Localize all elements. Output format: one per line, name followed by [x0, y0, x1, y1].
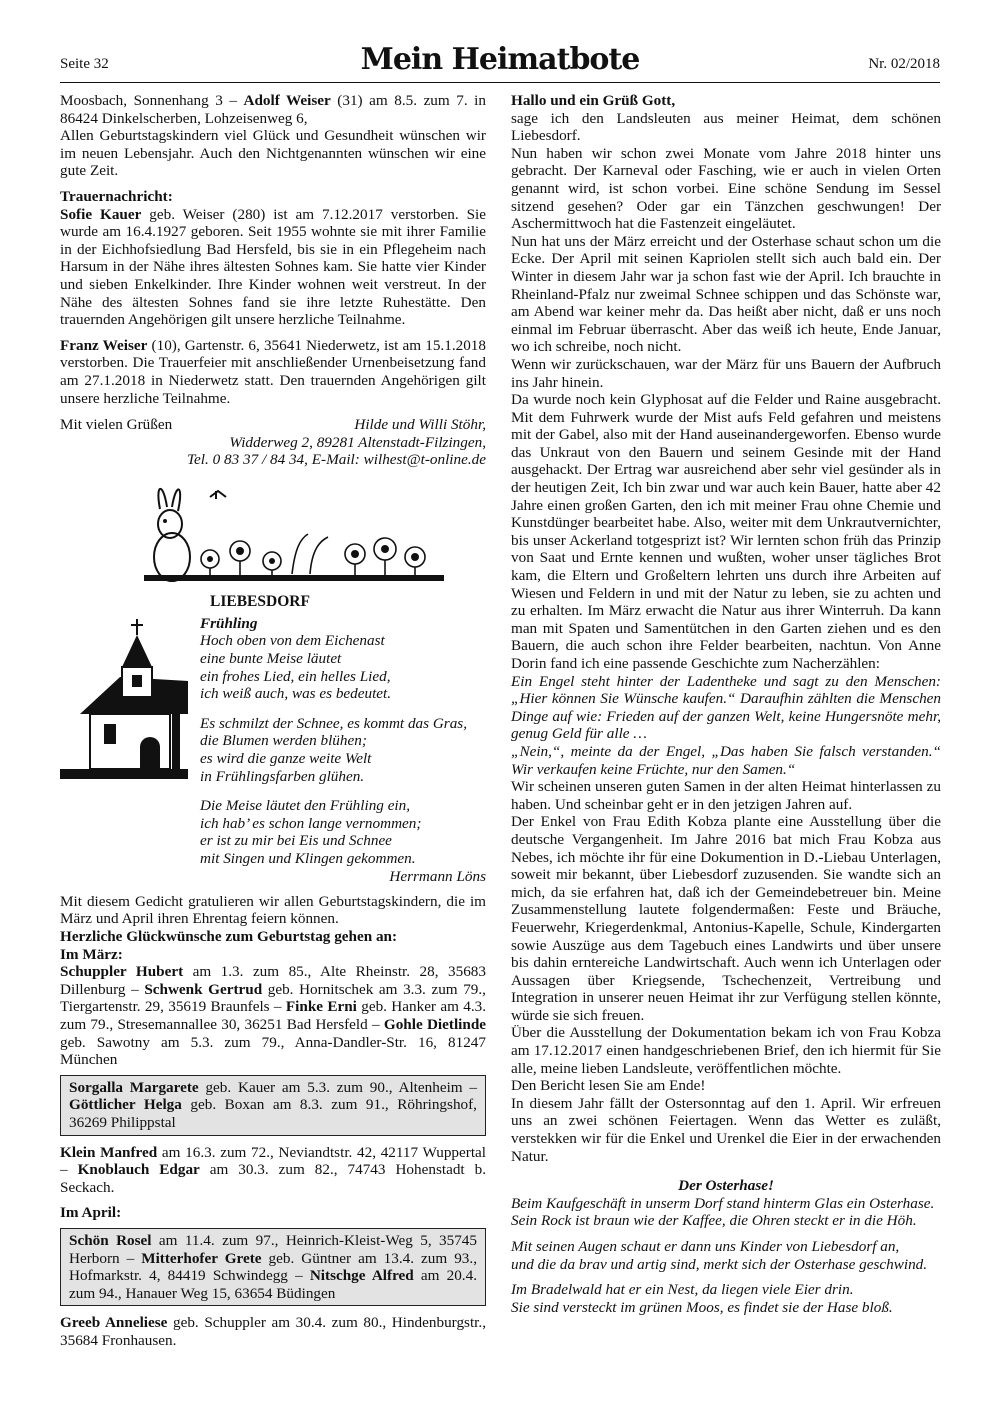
spring-poem: [200, 615, 486, 885]
easter-poem-stanza-3: Im Bradelwald hat er ein Nest, da liegen viele Eier drin. Sie sind versteckt im grünen Moos, es findet sie der Hase bloß.: [511, 1281, 893, 1316]
wishes-paragraph: Allen Geburtstagskindern viel Glück und Gesundheit wünschen wir im neuen Lebensjahr. Auch den Nichtgenannten wünschen wir eine gute Zeit.: [60, 127, 486, 180]
page-number: Seite 32: [60, 56, 109, 72]
poem-stanza-1: Hoch oben von dem Eichenast eine bunte Meise läutet ein frohes Lied, ein helles Lied, ich weiß auch, was es bedeutet.: [200, 632, 392, 703]
easter-poem-stanza-2: Mit seinen Augen schaut er dann uns Kinder von Liebesdorf an, und die da brav und artig sind, merkt sich der Osterhase geschwind.: [511, 1238, 928, 1273]
letter-heading: Hallo und ein Grüß Gott,: [511, 92, 676, 109]
spring-flowers-illustration: [60, 479, 486, 587]
signature-address: Widderweg 2, 89281 Altenstadt-Filzingen,: [229, 433, 486, 451]
signature-contact: Tel. 0 83 37 / 84 34, E-Mail: wilhest@t-online.de: [187, 451, 486, 469]
masthead-logo: Mein Heimatbote: [360, 42, 640, 77]
letter-paragraph-8: Über die Ausstellung der Dokumentation bekam ich von Frau Kobza am 17.12.2017 einen handgeschriebenen Brief, den ich hiermit für Sie alle, meine lieben Landsleute, veröffentlichen möchte.: [511, 1024, 941, 1077]
april-list-continued: Greeb Anneliese geb. Schuppler am 30.4. zum 80., Hindenburgstr., 35684 Fronhausen.: [60, 1314, 486, 1349]
story-quote-2: „Nein,“, meinte da der Engel, „Das haben Sie falsch verstanden.“ Wir verkaufen keine Früchte, nur den Samen.“: [511, 742, 941, 778]
signature-name: Hilde und Willi Stöhr,: [354, 416, 486, 434]
letter-paragraph-7: Der Enkel von Frau Edith Kobza plante eine Ausstellung über die deutsche Vergangenheit. Im Jahre 2016 bat mich Frau Kobza aus Nebes, ich möchte ihr für eine Dokumention in D.-Liebau Unterlagen, soweit mir bekannt, über Liebesdorf zuzusenden. Sie wandte sich an mich, da sie erfahren hat, daß ich der Gemeindebetreuer bin. Meine Zusammenstellung lautete folgendermaßen: Feste und Bräuche, Feuerwehr, Kriegerdenkmal, Antonius-Kapelle, Schule, Kindergarten sowie Auszüge aus dem Tagebuch eines Landwirts und über unsere bis dahin erntereiche Landwirtschaft. Auch wenn ich Unterlagen oder Aussagen über Kriegsende, Tschechenzeit, Vertreibung und Integration in unserer neuen Heimat ihr zur Verfügung stellen könnte, würde sie sich freuen.: [511, 813, 941, 1024]
chapel-illustration: [60, 619, 188, 797]
letter-paragraph-5: Da wurde noch kein Glyphosat auf die Felder und Raine ausgebracht. Mit dem Fuhrwerk wurde der Mist aufs Feld gefahren und meistens mit der Gabel, also mit der Hand auseinandergeworfen. Ebenso wurde das Unkraut von den Bauern und seinem Gesinde mit der Hand ausgehackt. Der Ertrag war ausreichend aber sehr viel gesünder als in der heutigen Zeit, Ich bin zwar und war auch kein Bauer, hatte aber 42 Jahre einen großen Garten, den ich mit meiner Frau ohne Chemie und Kunstdünger bearbeitet habe. Also, weiter mit dem Unkrautvernichter, bis unser Ackerland totgesprizt ist? Wir lernten schon früh das Prinzip von Saat und Ernte kennen und wußten, woher unser tägliches Brot kam, die Eltern und Großeltern lehrten uns durch ihre Arbeiten auf Wiesen und Feldern in und mit der Natur zu leben, sie zu achten und zu erhalten. Im März erwacht die Natur aus ihrer Winterruh. Da kann man mit Spaten und Samentütchen in den Garten ziehen und es den Bauern, die auch schon ihre Felder bearbeiten, nachtun. Von Anne Dorin fand ich eine passende Geschichte zum Nacherzählen:: [511, 391, 941, 672]
letter-paragraph-6: Wir scheinen unseren guten Samen in der alten Heimat hinterlassen zu haben. Und scheinbar geht er in den jetzigen Jahren auf.: [511, 778, 941, 813]
letter-paragraph-9: Den Bericht lesen Sie am Ende!: [511, 1077, 706, 1095]
easter-poem-stanza-1: Beim Kaufgeschäft in unserm Dorf stand hinterm Glas ein Osterhase. Sein Rock ist braun wie der Kaffee, die Ohren steckt er in die Höh.: [511, 1194, 935, 1230]
letter-paragraph-1: sage ich den Landsleuten aus meiner Heimat, dem schönen Liebesdorf.: [511, 109, 941, 145]
congrats-paragraph: Mit diesem Gedicht gratulieren wir allen Geburtstagskindern, die im März und April ihren Ehrentag feiern können.: [60, 892, 486, 928]
story-quote-1: Ein Engel steht hinter der Ladentheke und sagt zu den Menschen: „Hier können Sie Wünsche kaufen.“ Daraufhin zählten die Menschen Dinge auf wie: Frieden auf der ganzen Welt, keine Hungersnöte mehr, genug Geld für alle …: [511, 672, 941, 743]
intro-paragraph: Moosbach, Sonnenhang 3 – Adolf Weiser (31) am 8.5. zum 7. in 86424 Dinkelscherben, Lohzeisenweg 6,: [60, 92, 486, 127]
march-list-continued: Klein Manfred am 16.3. zum 72., Neviandtstr. 42, 42117 Wuppertal – Knoblauch Edgar am 30.3. zum 82., 74743 Hohenstadt b. Seckach.: [60, 1143, 486, 1196]
page-header: [60, 40, 940, 80]
right-column: [511, 92, 941, 1316]
rabbit-flowers-drawing: [60, 479, 486, 587]
poem-author: Herrmann Löns: [389, 867, 486, 885]
poem-stanza-2: Es schmilzt der Schnee, es kommt das Gras, die Blumen werden blühen; es wird die ganze weite Welt in Frühlingsfarben glühen.: [200, 714, 468, 785]
obituary-2: Franz Weiser (10), Gartenstr. 6, 35641 Niederwetz, ist am 15.1.2018 verstorben. Die Trauerfeier mit anschließender Urnenbeisetzung fand am 27.1.2018 in Niederwetz statt. Den trauernden Angehörigen gilt unsere herzliche Teilnahme.: [60, 336, 486, 407]
header-rule: [60, 82, 940, 83]
march-list: Schuppler Hubert am 1.3. zum 85., Alte Rheinstr. 28, 35683 Dillenburg – Schwenk Gertrud geb. Hornitschek am 3.3. zum 79., Tiergartenstr. 29, 35619 Braunfels – Finke Erni geb. Hanker am 4.3. zum 79., Stresemannallee 30, 36251 Bad Hersfeld – Gohle Dietlinde geb. Sawotny am 5.3. zum 79., Anna-Dandler-Str. 16, 81247 München: [60, 963, 487, 1069]
april-heading: Im April:: [60, 1204, 122, 1222]
letter-paragraph-10: In diesem Jahr fällt der Ostersonntag auf den 1. April. Wir erfreuen uns an zwei schönen Feiertagen. Wenn das Wetter es zuläßt, verstekken wir für die Enkel und Urenkel die Eier in der erwachenden Natur.: [511, 1094, 941, 1165]
letter-paragraph-4: Wenn wir zurückschauen, war der März für uns Bauern der Aufbruch ins Jahr hinein.: [511, 355, 941, 391]
march-heading: Im März:: [60, 945, 123, 963]
birthday-heading: Herzliche Glückwünsche zum Geburtstag gehen an:: [60, 928, 398, 946]
greeting: Mit vielen Grüßen: [60, 416, 173, 434]
left-column: [60, 92, 486, 1350]
issue-number: Nr. 02/2018: [868, 56, 940, 72]
village-title: LIEBESDORF: [210, 592, 310, 610]
letter-paragraph-2: Nun haben wir schon zwei Monate vom Jahre 2018 hinter uns gebracht. Der Karneval oder Fasching, wie er auch in vielen Orten genannt wird, ist schon vorbei. Eine schöne Sendung im Sessel sitzend gesehen? Oder gar ein Tänzchen geschwungen! Der Aschermittwoch hat die Fastenzeit eingeläutet.: [511, 144, 941, 233]
mourning-heading: Trauernachricht:: [60, 187, 173, 205]
village-section: [60, 593, 486, 893]
poem-title: Frühling: [200, 614, 258, 632]
poem-stanza-3: Die Meise läutet den Frühling ein, ich hab’ es schon lange vernommen; er ist zu mir bei Eis und Schnee mit Singen und Klingen gekommen.: [200, 797, 422, 867]
letter-paragraph-3: Nun hat uns der März erreicht und der Osterhase schaut schon um die Ecke. Der April mit seinen Kapriolen stellt sich auch bald ein. Der Winter in diesem Jahr war ja schon fast wie der April. Ich brauchte in Rheinland-Pfalz nur zweimal Schnee schippen und das Schönste war, am Abend war keiner mehr da. Das heißt aber nicht, daß er uns noch einmal im Februar überrascht. Aber das weiß ich heute, Ende Januar, wo ich schreibe, noch nicht.: [511, 232, 941, 356]
easter-poem-title: Der Osterhase!: [678, 1177, 774, 1195]
obituary-1: Sofie Kauer geb. Weiser (280) ist am 7.12.2017 verstorben. Sie wurde am 16.4.1927 geboren. Seit 1955 wohnte sie mit ihrer Familie in der Eichhofsiedlung Bad Hersfeld, bis sie in ein Pflegeheim nach Harsum in der Nähe ihres ältesten Sohnes kam. Sie hatte vier Kinder und sieben Enkelkinder. Ihre Kinder wohnen weit verstreut. In der Nähe des ältesten Sohnes fand sie ihre letzte Ruhestätte. Den trauernden Angehörigen gilt unsere herzliche Teilnahme.: [60, 205, 486, 329]
april-highlight-box: Schön Rosel am 11.4. zum 97., Heinrich-Kleist-Weg 5, 35745 Herborn – Mitterhofer Grete geb. Güntner am 13.4. zum 93., Hofmarkstr. 4, 84419 Schwindegg – Nitschge Alfred am 20.4. zum 94., Hanauer Weg 15, 63654 Büdingen: [60, 1228, 486, 1306]
signature-block: [60, 416, 486, 434]
march-highlight-box: Sorgalla Margarete geb. Kauer am 5.3. zum 90., Altenheim – Göttlicher Helga geb. Boxan am 8.3. zum 91., Röhringshof, 36269 Philippstal: [60, 1075, 486, 1136]
